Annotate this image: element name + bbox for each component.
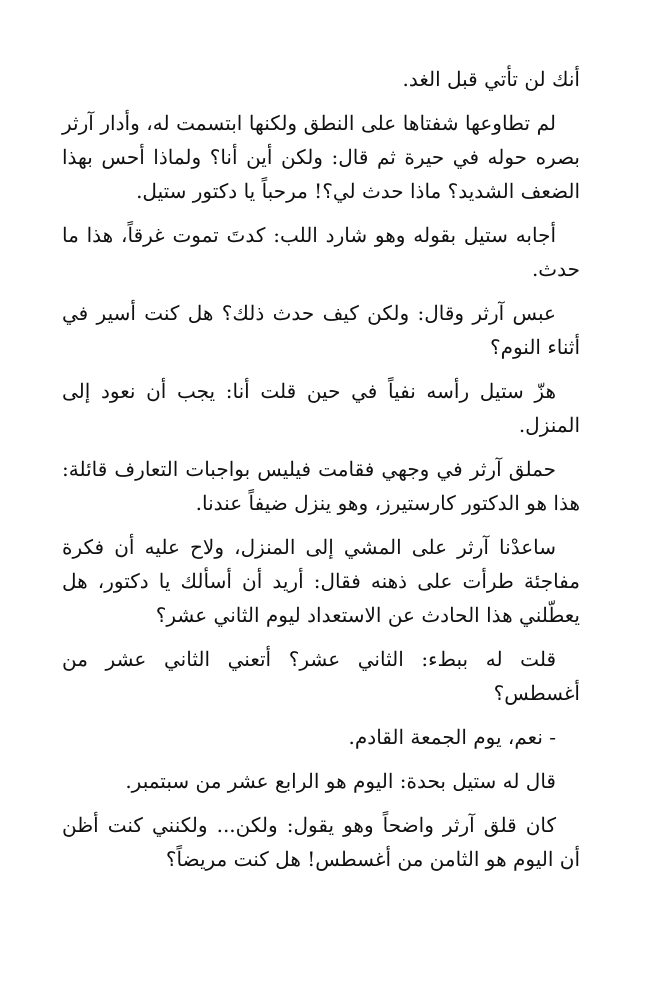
paragraph: هزّ ستيل رأسه نفياً في حين قلت أنا: يجب أن نعود إلى المنزل. xyxy=(62,379,580,437)
paragraph: أجابه ستيل بقوله وهو شارد اللب: كدتَ تموت غرقاً، هذا ما حدث. xyxy=(62,223,580,281)
book-page xyxy=(62,62,580,886)
paragraph: لم تطاوعها شفتاها على النطق ولكنها ابتسمت له، وأدار آرثر بصره حوله في حيرة ثم قال: ولكن أين أنا؟ ولماذا أحس بهذا الضعف الشديد؟ ماذا حدث لي؟! مرحباً يا دكتور ستيل. xyxy=(62,111,580,203)
paragraph: قلت له ببطء: الثاني عشر؟ أتعني الثاني عشر من أغسطس؟ xyxy=(62,647,580,705)
paragraph: أنك لن تأتي قبل الغد. xyxy=(402,67,580,91)
dialogue-line: - نعم، يوم الجمعة القادم. xyxy=(348,725,556,749)
paragraph: كان قلق آرثر واضحاً وهو يقول: ولكن... ولكنني كنت أظن أن اليوم هو الثامن من أغسطس! هل كنت مريضاً؟ xyxy=(62,813,580,871)
paragraph: حملق آرثر في وجهي فقامت فيليس بواجبات التعارف قائلة: هذا هو الدكتور كارستيرز، وهو ينزل ضيفاً عندنا. xyxy=(62,457,580,515)
paragraph: عبس آرثر وقال: ولكن كيف حدث ذلك؟ هل كنت أسير في أثناء النوم؟ xyxy=(62,301,580,359)
paragraph: قال له ستيل بحدة: اليوم هو الرابع عشر من سبتمبر. xyxy=(125,769,556,793)
paragraph: ساعدْنا آرثر على المشي إلى المنزل، ولاح عليه أن فكرة مفاجئة طرأت على ذهنه فقال: أريد أن أسألك يا دكتور، هل يعطّلني هذا الحادث عن الاستعداد ليوم الثاني عشر؟ xyxy=(62,535,580,627)
